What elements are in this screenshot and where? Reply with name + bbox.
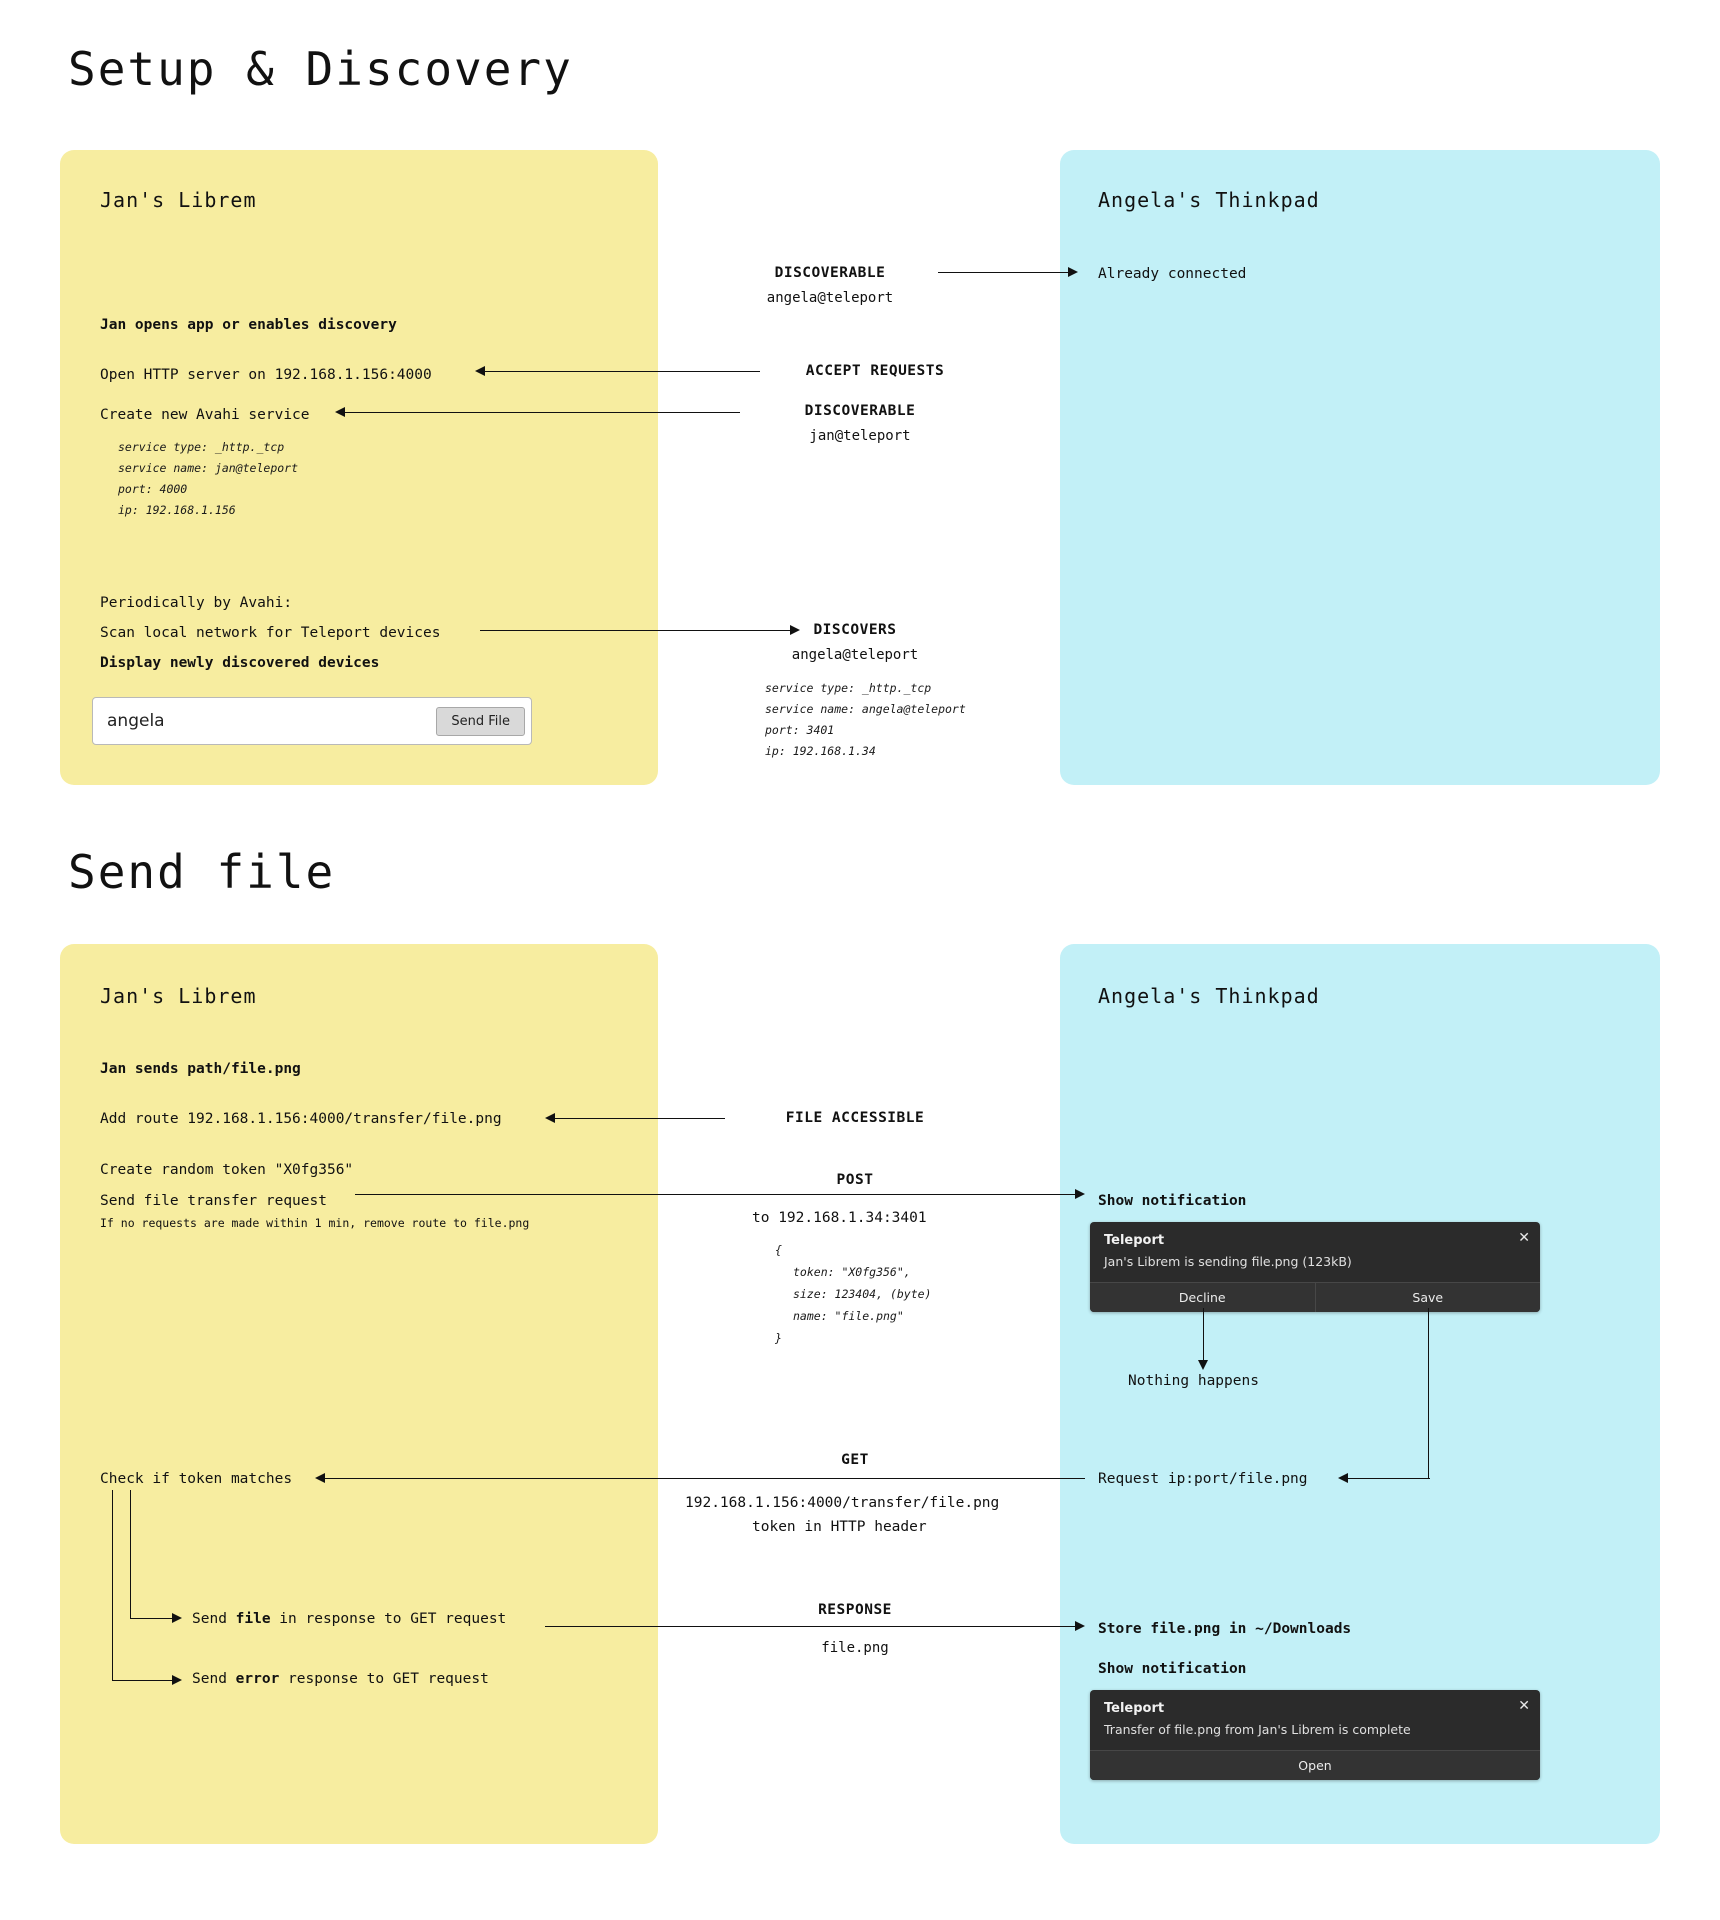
arrow-head-file-accessible	[545, 1113, 555, 1123]
notification-toast-complete[interactable]	[1090, 1690, 1540, 1780]
check-token-matches-text: Check if token matches	[100, 1471, 293, 1487]
arrow-head-post	[1075, 1189, 1085, 1199]
post-json-size: size: 123404, (byte)	[793, 1287, 932, 1301]
post-json-token: token: "X0fg356",	[793, 1265, 911, 1279]
add-route-text: Add route 192.168.1.156:4000/transfer/file.png	[100, 1111, 502, 1127]
display-discovered-devices-text: Display newly discovered devices	[100, 655, 380, 671]
label-response-sub: file.png	[821, 1640, 889, 1656]
send-error-response-text: Send error response to GET request	[192, 1671, 489, 1687]
arrow-line-post	[355, 1194, 1075, 1195]
toast-message-incoming: Jan's Librem is sending file.png (123kB)	[1104, 1254, 1352, 1269]
toast-app-name-incoming: Teleport	[1104, 1233, 1165, 1248]
arrow-head-decline	[1198, 1360, 1208, 1370]
show-notification-text-2: Show notification	[1098, 1661, 1247, 1677]
arrow-head-discoverable-angela	[1068, 267, 1078, 277]
label-discoverable-angela: DISCOVERABLE	[774, 265, 886, 281]
arrow-line-get	[325, 1478, 1085, 1479]
jan-opens-app-text: Jan opens app or enables discovery	[100, 317, 397, 333]
post-target-text: to 192.168.1.34:3401	[752, 1210, 927, 1226]
toast-app-name-complete: Teleport	[1104, 1701, 1165, 1716]
label-discovers: DISCOVERS	[813, 622, 897, 638]
toast-actions-incoming	[1090, 1282, 1540, 1312]
toast-actions-complete	[1090, 1750, 1540, 1780]
section-title-setup: Setup & Discovery	[68, 42, 573, 96]
label-get: GET	[841, 1452, 869, 1468]
get-url-text: 192.168.1.156:4000/transfer/file.png	[685, 1495, 1000, 1511]
arrow-head-save	[1338, 1473, 1348, 1483]
label-discoverable-jan: DISCOVERABLE	[804, 403, 916, 419]
label-post: POST	[836, 1172, 874, 1188]
discovers-port: port: 3401	[765, 723, 835, 737]
branch-arm-file	[130, 1618, 172, 1619]
branch-line-main	[112, 1490, 113, 1680]
arrow-line-response	[545, 1626, 1075, 1627]
already-connected-text: Already connected	[1098, 266, 1247, 282]
periodically-by-avahi-text: Periodically by Avahi:	[100, 595, 293, 611]
arrow-head-get	[315, 1473, 325, 1483]
open-http-server-text: Open HTTP server on 192.168.1.156:4000	[100, 367, 432, 383]
create-random-token-text: Create random token "X0fg356"	[100, 1162, 354, 1178]
panel-title-jans-librem-setup: Jan's Librem	[100, 188, 257, 212]
send-file-transfer-request-text: Send file transfer request	[100, 1193, 327, 1209]
label-discoverable-jan-sub: jan@teleport	[809, 428, 911, 444]
discovers-service-type: service type: _http._tcp	[765, 681, 932, 695]
avahi-service-type: service type: _http._tcp	[118, 440, 285, 454]
post-json-close: }	[775, 1331, 782, 1345]
discovers-service-name: service name: angela@teleport	[765, 702, 966, 716]
branch-head-file	[172, 1613, 182, 1623]
arrow-line-file-accessible	[555, 1118, 725, 1119]
arrow-head-discoverable-jan	[335, 407, 345, 417]
arrow-head-accept-requests	[475, 366, 485, 376]
branch-line-secondary	[130, 1490, 131, 1618]
show-notification-text-1: Show notification	[1098, 1193, 1247, 1209]
avahi-service-name: service name: jan@teleport	[118, 461, 299, 475]
label-accept-requests: ACCEPT REQUESTS	[805, 363, 945, 379]
discovers-ip: ip: 192.168.1.34	[765, 744, 876, 758]
avahi-service-ip: ip: 192.168.1.156	[118, 503, 236, 517]
request-file-text: Request ip:port/file.png	[1098, 1471, 1308, 1487]
arrow-line-save-h	[1348, 1478, 1430, 1479]
post-json-name: name: "file.png"	[793, 1309, 904, 1323]
timeout-note-text: If no requests are made within 1 min, remove route to file.png	[100, 1216, 530, 1230]
arrow-line-save	[1428, 1308, 1429, 1478]
arrow-line-decline	[1203, 1308, 1204, 1360]
toast-body-complete	[1090, 1690, 1540, 1750]
search-input[interactable]: angela	[107, 711, 165, 731]
section-title-send-file: Send file	[68, 845, 336, 899]
label-file-accessible: FILE ACCESSIBLE	[785, 1110, 925, 1126]
nothing-happens-text: Nothing happens	[1128, 1373, 1259, 1389]
send-file-button[interactable]: Send File	[436, 707, 525, 736]
scan-local-network-text: Scan local network for Teleport devices	[100, 625, 441, 641]
panel-title-jans-librem-send: Jan's Librem	[100, 984, 257, 1008]
toast-body-incoming	[1090, 1222, 1540, 1282]
arrow-head-discovers	[790, 625, 800, 635]
arrow-line-accept-requests	[485, 371, 760, 372]
label-discoverable-angela-sub: angela@teleport	[766, 290, 894, 306]
panel-title-angelas-thinkpad-setup: Angela's Thinkpad	[1098, 188, 1320, 212]
branch-arm-error	[112, 1680, 172, 1681]
create-avahi-service-text: Create new Avahi service	[100, 407, 310, 423]
arrow-line-discovers	[480, 630, 790, 631]
panel-title-angelas-thinkpad-send: Angela's Thinkpad	[1098, 984, 1320, 1008]
avahi-service-port: port: 4000	[118, 482, 188, 496]
jan-sends-path-text: Jan sends path/file.png	[100, 1061, 301, 1077]
arrow-head-response	[1075, 1621, 1085, 1631]
send-file-response-text: Send file in response to GET request	[192, 1611, 507, 1627]
panel-angelas-thinkpad-setup	[1060, 150, 1660, 785]
post-json-open: {	[775, 1243, 782, 1257]
notification-toast-incoming[interactable]	[1090, 1222, 1540, 1312]
save-button[interactable]: Save	[1315, 1283, 1541, 1312]
close-icon[interactable]: ✕	[1518, 1698, 1530, 1714]
arrow-line-discoverable-jan	[345, 412, 740, 413]
label-discovers-sub: angela@teleport	[791, 647, 919, 663]
device-search-box[interactable]	[92, 697, 532, 745]
close-icon[interactable]: ✕	[1518, 1230, 1530, 1246]
get-token-text: token in HTTP header	[752, 1519, 927, 1535]
label-response: RESPONSE	[818, 1602, 892, 1618]
branch-head-error	[172, 1675, 182, 1685]
toast-message-complete: Transfer of file.png from Jan's Librem is complete	[1104, 1722, 1411, 1737]
decline-button[interactable]: Decline	[1178, 1290, 1226, 1305]
open-button[interactable]: Open	[1298, 1758, 1332, 1773]
store-file-text: Store file.png in ~/Downloads	[1098, 1621, 1352, 1637]
arrow-line-discoverable-angela	[938, 272, 1068, 273]
